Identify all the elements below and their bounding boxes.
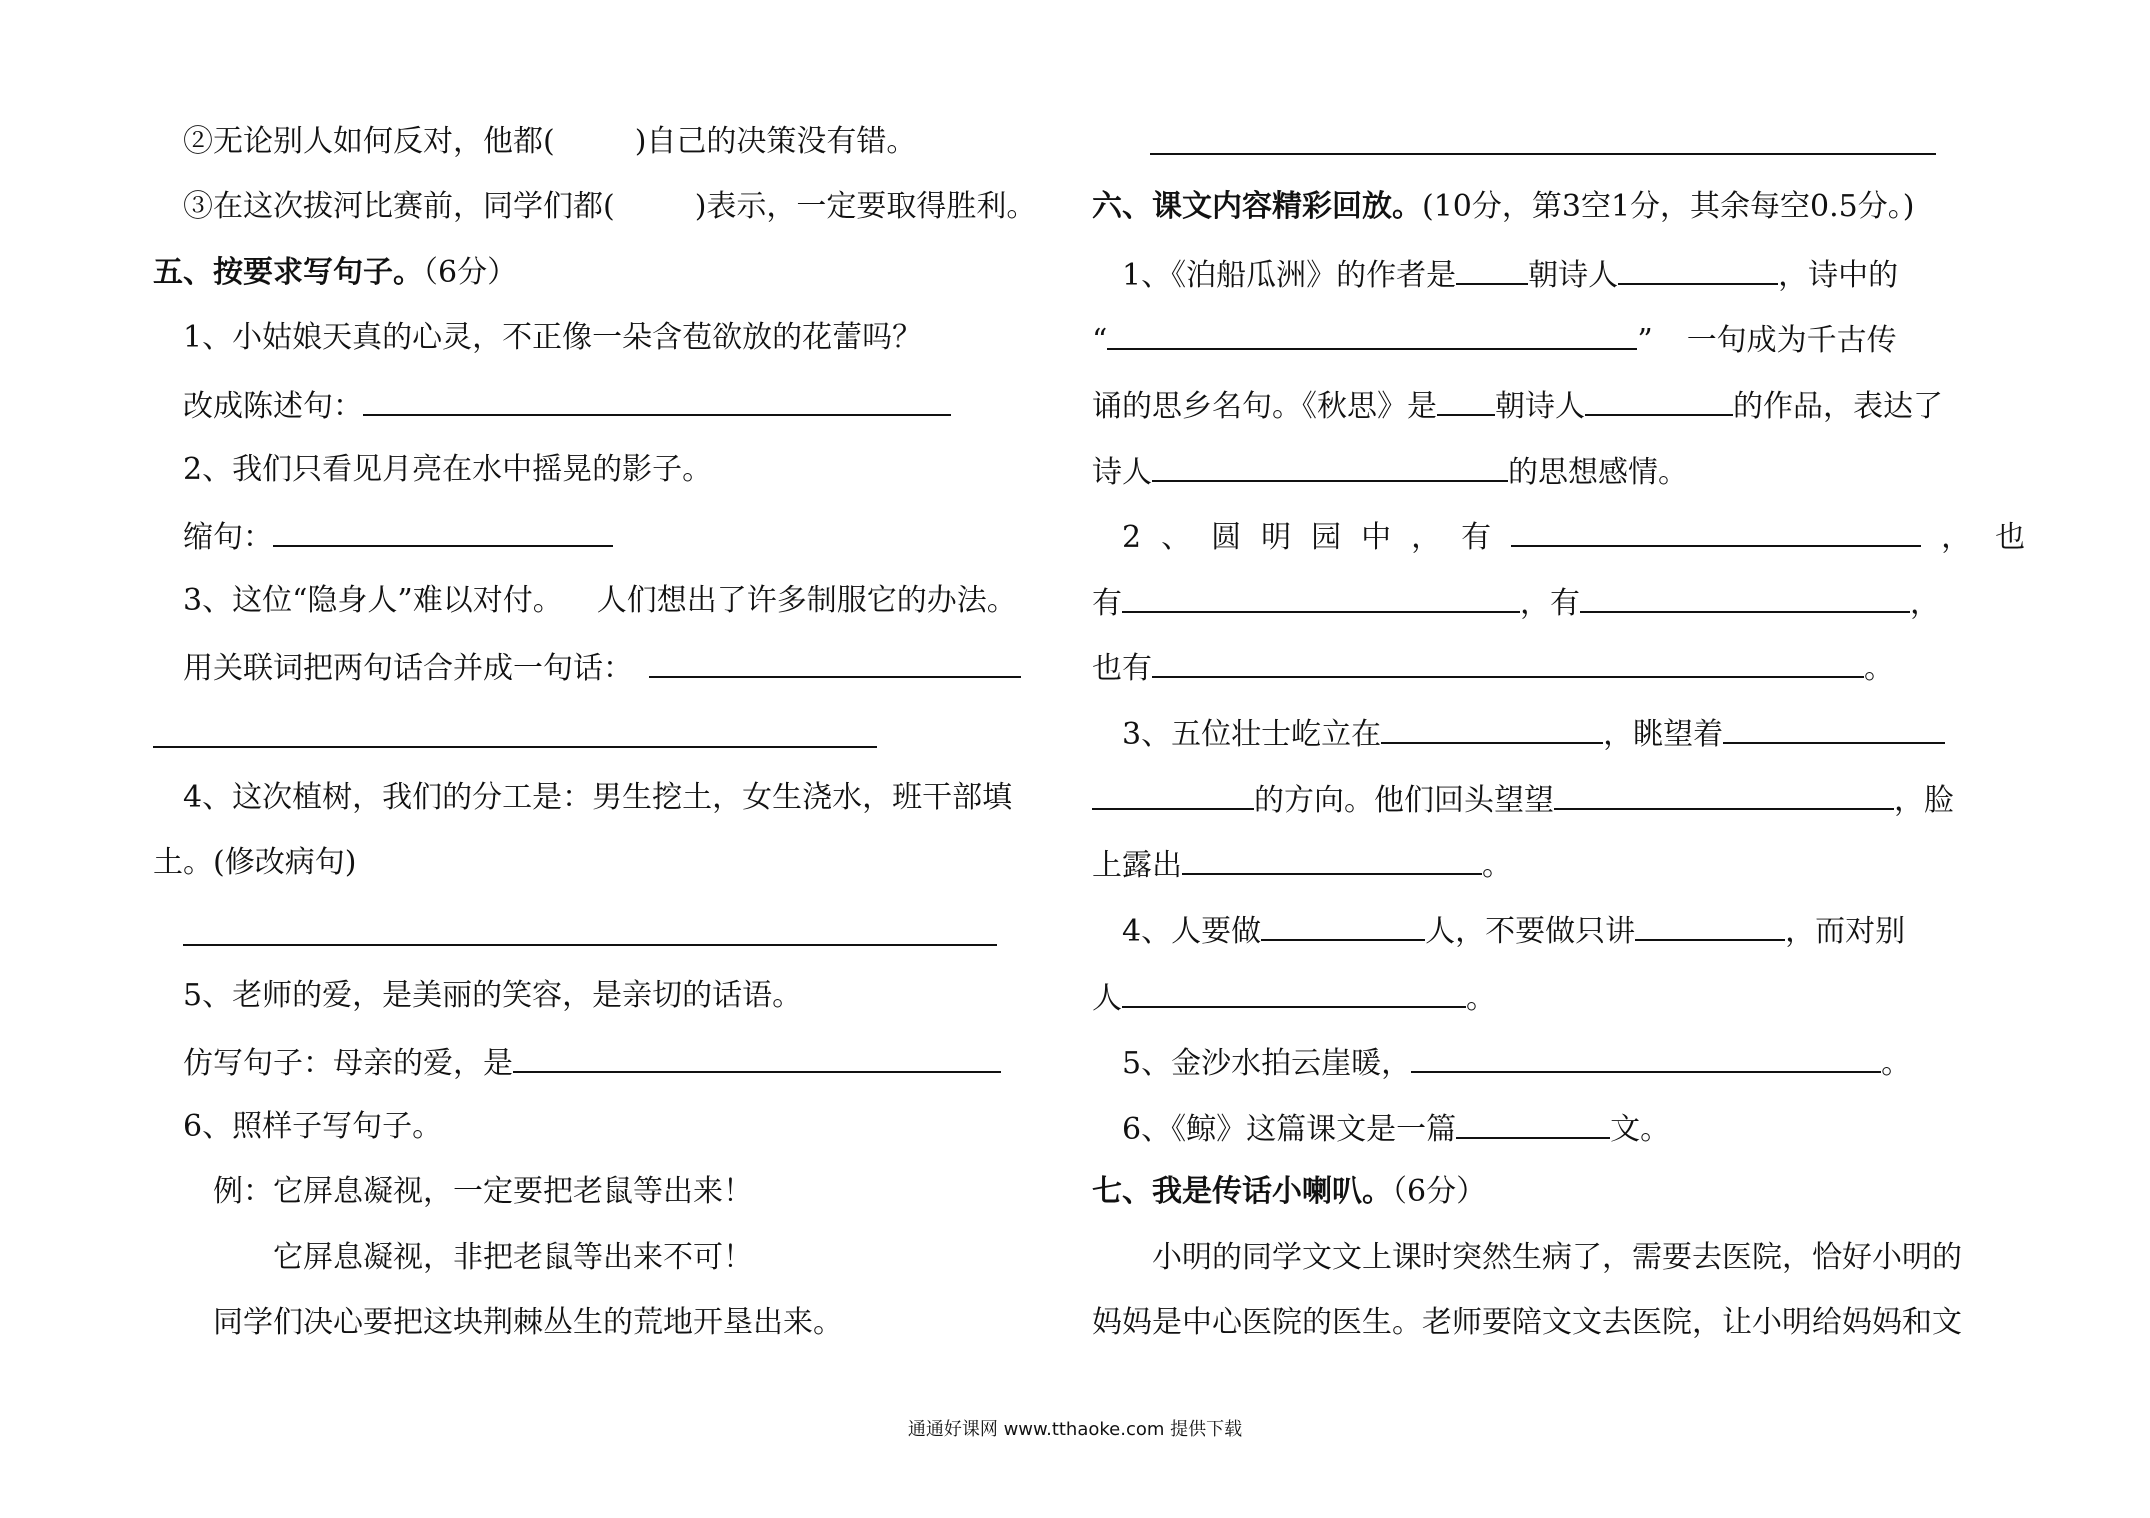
answer-blank[interactable] <box>1152 646 1864 678</box>
answer-blank[interactable] <box>1456 1107 1610 1139</box>
answer-blank[interactable] <box>273 515 613 547</box>
s5-question-6: 6、照样子写句子。 <box>183 1109 443 1144</box>
s6-q4-line2: 人 。 <box>1092 976 1496 1016</box>
s5-question-1-prompt: 改成陈述句： <box>183 384 951 424</box>
q4-item-2: ②无论别人如何反对，他都( )自己的决策没有错。 <box>183 124 917 159</box>
s6-q3-line2: 的方向。他们回头望望 ，脸 <box>1092 778 1954 818</box>
section7-heading: 七、我是传话小喇叭。（6分） <box>1092 1174 1487 1209</box>
s7-paragraph-line1: 小明的同学文文上课时突然生病了，需要去医院，恰好小明的 <box>1152 1240 1962 1275</box>
answer-blank[interactable] <box>513 1041 1001 1073</box>
s6-q2-line2: 有 ，有 ， <box>1092 581 1940 621</box>
answer-line[interactable] <box>1150 153 1936 155</box>
answer-blank[interactable] <box>1107 318 1637 350</box>
answer-blank[interactable] <box>1618 253 1778 285</box>
answer-blank[interactable] <box>1456 253 1528 285</box>
answer-blank[interactable] <box>1511 515 1921 547</box>
answer-blank[interactable] <box>1411 1041 1881 1073</box>
answer-blank[interactable] <box>1261 909 1425 941</box>
answer-blank[interactable] <box>1580 581 1910 613</box>
s6-q1-line2: “ ” 一句成为千古传 <box>1092 318 1897 358</box>
section6-heading: 六、课文内容精彩回放。(10分，第3空1分，其余每空0.5分。) <box>1092 189 1915 224</box>
answer-blank[interactable] <box>1152 450 1508 482</box>
s5-question-2: 2、我们只看见月亮在水中摇晃的影子。 <box>183 452 713 487</box>
s5-question-6-task: 同学们决心要把这块荆棘丛生的荒地开垦出来。 <box>213 1305 843 1340</box>
s6-q6: 6、《鲸》这篇课文是一篇 文。 <box>1122 1107 1670 1147</box>
s6-q4-line1: 4、人要做 人，不要做只讲 ，而对别 <box>1122 909 1905 949</box>
s6-q2-line3: 也有 。 <box>1092 646 1894 686</box>
s5-question-5-prompt: 仿写句子：母亲的爱，是 <box>183 1041 1001 1081</box>
answer-blank[interactable] <box>1723 712 1945 744</box>
s6-q5: 5、金沙水拍云崖暖， 。 <box>1122 1041 1911 1081</box>
s6-q3-line1: 3、五位壮士屹立在 ，眺望着 <box>1122 712 1945 752</box>
answer-blank[interactable] <box>1585 384 1733 416</box>
footer-credit: 通通好课网 www.tthaoke.com 提供下载 <box>907 1419 1243 1440</box>
s6-q1-line4: 诗人 的思想感情。 <box>1092 450 1688 490</box>
section5-heading: 五、按要求写句子。（6分） <box>153 255 518 290</box>
answer-blank[interactable] <box>1381 712 1603 744</box>
answer-blank[interactable] <box>363 384 951 416</box>
q4-item-3: ③在这次拔河比赛前，同学们都( )表示，一定要取得胜利。 <box>183 189 1037 224</box>
answer-blank[interactable] <box>1554 778 1894 810</box>
s5-question-3: 3、这位“隐身人”难以对付。 人们想出了许多制服它的办法。 <box>183 583 1017 618</box>
answer-blank[interactable] <box>1122 976 1466 1008</box>
s5-question-2-prompt: 缩句： <box>183 515 613 555</box>
answer-blank[interactable] <box>1122 581 1520 613</box>
answer-line[interactable] <box>183 944 997 946</box>
answer-blank[interactable] <box>649 646 1021 678</box>
s6-q2-line1: 2、圆明园中，有 ，也 <box>1122 515 2049 555</box>
s6-q1-line3: 诵的思乡名句。《秋思》是 朝诗人 的作品，表达了 <box>1092 384 1943 424</box>
s6-q1-line1: 1、《泊船瓜洲》的作者是 朝诗人 ，诗中的 <box>1122 253 1898 293</box>
answer-blank[interactable] <box>1437 384 1495 416</box>
s5-question-3-prompt: 用关联词把两句话合并成一句话： <box>183 646 1021 686</box>
s6-q3-line3: 上露出 。 <box>1092 843 1512 883</box>
s7-paragraph-line2: 妈妈是中心医院的医生。老师要陪文文去医院，让小明给妈妈和文 <box>1092 1305 1962 1340</box>
s5-question-5: 5、老师的爱，是美丽的笑容，是亲切的话语。 <box>183 978 803 1013</box>
answer-line[interactable] <box>153 746 877 748</box>
s5-example-2: 它屏息凝视，非把老鼠等出来不可！ <box>273 1240 753 1275</box>
s5-example-1: 例：它屏息凝视，一定要把老鼠等出来！ <box>213 1174 753 1209</box>
s5-question-4-cont: 土。(修改病句) <box>153 845 357 880</box>
answer-blank[interactable] <box>1635 909 1785 941</box>
answer-blank[interactable] <box>1092 778 1254 810</box>
answer-blank[interactable] <box>1182 843 1482 875</box>
s5-question-1: 1、小姑娘天真的心灵，不正像一朵含苞欲放的花蕾吗？ <box>183 320 923 355</box>
s5-question-4: 4、这次植树，我们的分工是：男生挖土，女生浇水，班干部填 <box>183 780 1013 815</box>
